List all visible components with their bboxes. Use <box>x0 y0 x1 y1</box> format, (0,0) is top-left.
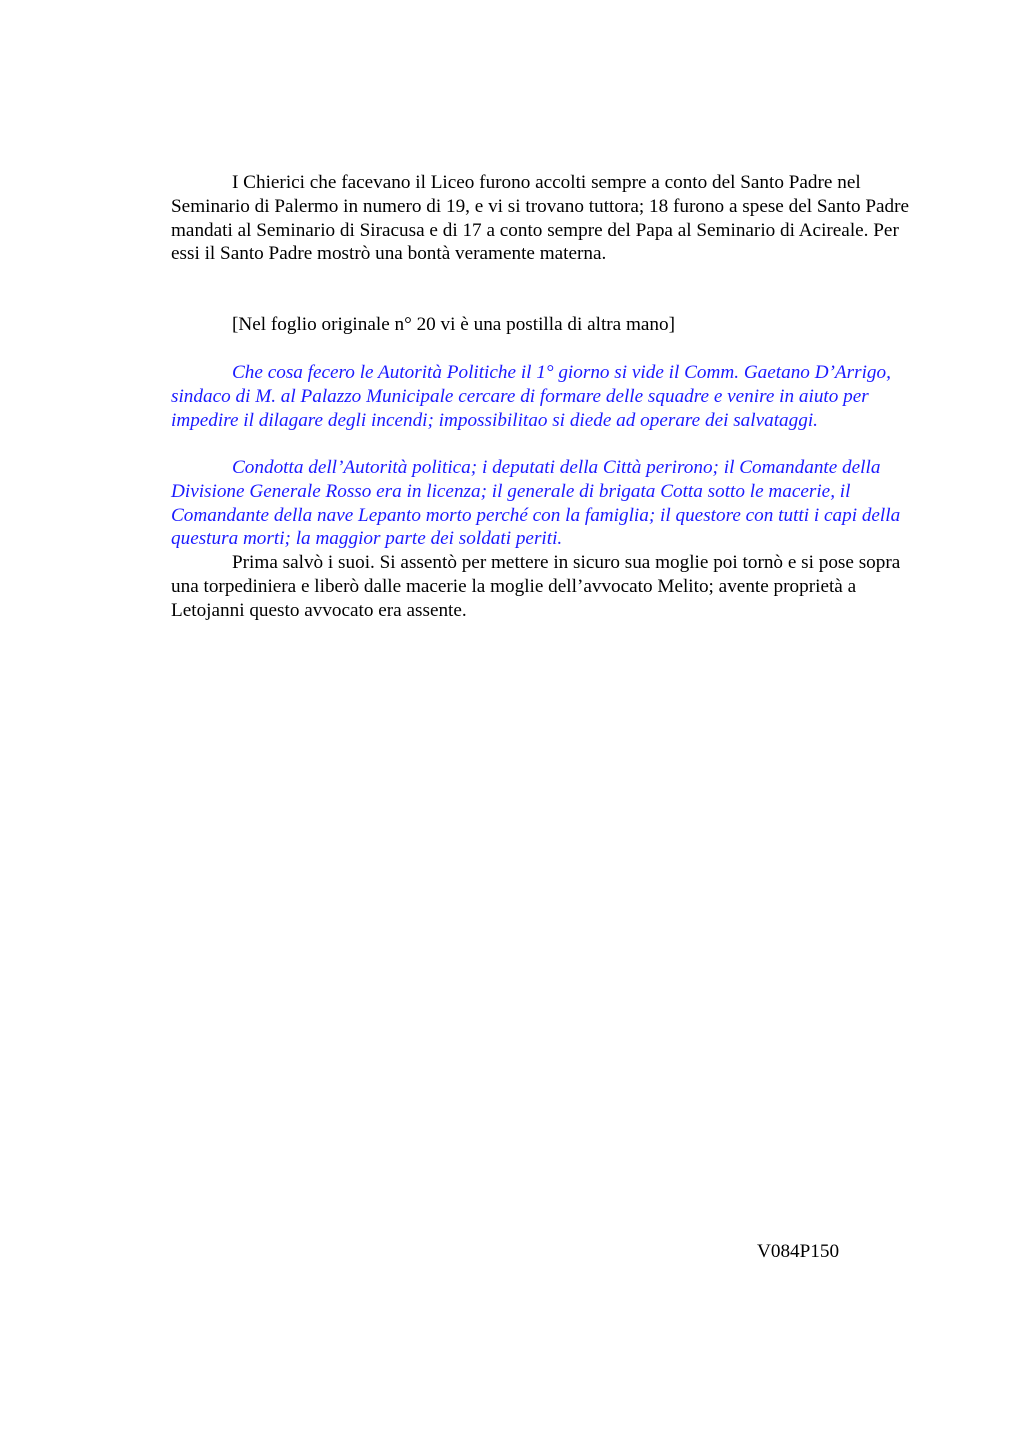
annotation-political-conduct: Condotta dell’Autorità politica; i deputati della Città perirono; il Comandante della Divisione Generale Rosso era in licenza; il generale di brigata Cotta sotto le macerie, il Comandante della nave Lepanto morto perché con la famiglia; il questore con tutti i capi della questura morti; la maggior parte dei soldati periti. <box>171 457 901 550</box>
annotation-political-authorities: Che cosa fecero le Autorità Politiche il 1° giorno si vide il Comm. Gaetano D’Arrigo, sindaco di M. al Palazzo Municipale cercare di formare delle squadre e venire in aiuto per impedire il dilagare degli incendi; impossibilitao si diede ad operare dei salvataggi. <box>171 362 891 431</box>
paragraph-chierici: I Chierici che facevano il Liceo furono accolti sempre a conto del Santo Padre nel Seminario di Palermo in numero di 19, e vi si trovano tuttora; 18 furono a spese del Santo Padre mandati al Seminario di Siracusa e di 17 a conto sempre del Papa al Seminario di Acireale. Per essi il Santo Padre mostrò una bontà veramente materna. <box>171 172 910 265</box>
paragraph-original-sheet-note: [Nel foglio originale n° 20 vi è una postilla di altra mano] <box>232 314 676 335</box>
page-code: V084P150 <box>757 1241 840 1262</box>
paragraph-prima-salvo: Prima salvò i suoi. Si assentò per mettere in sicuro sua moglie poi tornò e si pose sopra una torpediniera e liberò dalle macerie la moglie dell’avvocato Melito; avente proprietà a Letojanni questo avvocato era assente. <box>171 552 901 621</box>
